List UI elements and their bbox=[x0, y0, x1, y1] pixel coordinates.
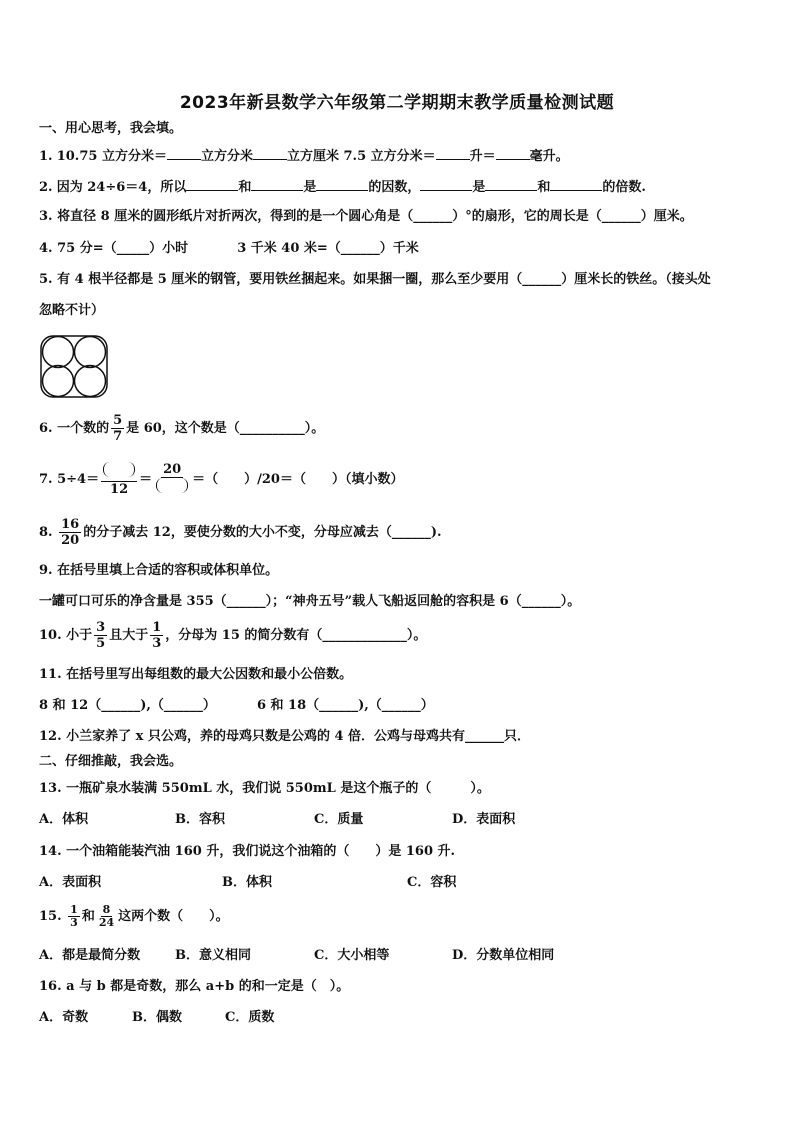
question-8: 8. $\frac{16}{20}$ 的分子减去 12，要使分数的大小不变，分母应减去（______). bbox=[39, 517, 442, 548]
question-15: 15. $\frac{1}{3}$ 和 $\frac{8}{24}$ 这两个数（ ）。 bbox=[39, 903, 229, 929]
fraction: $\frac{5}{7}$ bbox=[113, 413, 123, 444]
option-a[interactable]: A．体积 bbox=[39, 812, 89, 827]
fraction: 20 bbox=[154, 462, 190, 497]
answer-blank[interactable] bbox=[316, 177, 368, 191]
answer-blank[interactable] bbox=[167, 146, 201, 160]
answer-blank[interactable] bbox=[253, 146, 287, 160]
option-c[interactable]: C．容积 bbox=[407, 875, 457, 890]
question-6: 6. 一个数的 $\frac{5}{7}$ 是 60，这个数是（__________）。 bbox=[39, 413, 325, 444]
option-a[interactable]: A．奇数 bbox=[39, 1010, 89, 1025]
answer-blank[interactable] bbox=[485, 177, 537, 191]
answer-blank[interactable] bbox=[251, 177, 303, 191]
option-d[interactable]: D．表面积 bbox=[452, 812, 516, 827]
option-a[interactable]: A．表面积 bbox=[39, 875, 102, 890]
question-1: 1. 10.75 立方分米＝ 立方分米 立方厘米 7.5 立方分米＝ 升＝ 毫升。 bbox=[39, 146, 569, 166]
question-9: 9. 在括号里填上合适的容积或体积单位。 bbox=[39, 563, 279, 578]
option-d[interactable]: D．分数单位相同 bbox=[452, 948, 555, 963]
question-13: 13. 一瓶矿泉水装满 550mL 水，我们说 550mL 是这个瓶子的（ ）。 bbox=[39, 781, 490, 796]
fraction: $\frac{3}{5}$ bbox=[96, 620, 106, 651]
question-7: 7. 5÷4＝ 12 ＝ 20 ＝（ ）/20＝（ ）（填小数） bbox=[39, 462, 404, 497]
answer-box[interactable] bbox=[156, 478, 188, 493]
question-11-line2: 8 和 12（______),（______） 6 和 18（______),（______） bbox=[39, 698, 434, 713]
option-b[interactable]: B．意义相同 bbox=[175, 948, 251, 963]
question-12: 12. 小兰家养了 x 只公鸡，养的母鸡只数是公鸡的 4 倍．公鸡与母鸡共有______只． bbox=[39, 729, 531, 744]
question-11: 11. 在括号里写出每组数的最大公因数和最小公倍数。 bbox=[39, 667, 353, 682]
option-c[interactable]: C．质量 bbox=[314, 812, 364, 827]
question-5-continued: 忽略不计） bbox=[39, 303, 105, 318]
answer-blank[interactable] bbox=[420, 177, 472, 191]
answer-blank[interactable] bbox=[436, 146, 470, 160]
question-9-line2: 一罐可口可乐的净含量是 355（______）；“神舟五号”载人飞船返回舱的容积是 6（______）。 bbox=[39, 594, 581, 609]
fraction: $\frac{1}{3}$ bbox=[152, 620, 162, 651]
question-4: 4. 75 分=（_____）小时 3 千米 40 米=（______）千米 bbox=[39, 241, 419, 256]
option-b[interactable]: B．体积 bbox=[222, 875, 272, 890]
fraction: $\frac{16}{20}$ bbox=[61, 517, 80, 548]
option-b[interactable]: B．偶数 bbox=[132, 1010, 182, 1025]
section-heading-1: 一、用心思考，我会填。 bbox=[39, 121, 183, 136]
answer-box[interactable] bbox=[103, 462, 135, 477]
pipes-bundle-diagram bbox=[40, 335, 110, 399]
question-16: 16. a 与 b 都是奇数，那么 a+b 的和一定是（ ）。 bbox=[39, 979, 350, 994]
option-c[interactable]: C．大小相等 bbox=[314, 948, 390, 963]
fraction: 12 bbox=[101, 462, 137, 497]
question-14: 14. 一个油箱能装汽油 160 升，我们说这个油箱的（ ）是 160 升. bbox=[39, 844, 456, 859]
question-5: 5. 有 4 根半径都是 5 厘米的钢管，要用铁丝捆起来。如果捆一圈，那么至少要用（______）厘米长的铁丝。（接头处 bbox=[39, 272, 711, 287]
answer-blank[interactable] bbox=[550, 177, 602, 191]
answer-blank[interactable] bbox=[496, 146, 530, 160]
question-2: 2. 因为 24÷6＝4，所以 和 是 的因数， 是 和 的倍数. bbox=[39, 177, 646, 197]
answer-blank[interactable] bbox=[186, 177, 238, 191]
question-3: 3. 将直径 8 厘米的圆形纸片对折两次，得到的是一个圆心角是（______）°的扇形，它的周长是（______）厘米。 bbox=[39, 209, 693, 224]
option-a[interactable]: A．都是最简分数 bbox=[39, 948, 141, 963]
fraction: $\frac{8}{24}$ bbox=[98, 903, 115, 929]
option-c[interactable]: C．质数 bbox=[225, 1010, 275, 1025]
option-b[interactable]: B．容积 bbox=[175, 812, 225, 827]
page-title: 2023年新县数学六年级第二学期期末教学质量检测试题 bbox=[179, 93, 615, 113]
section-heading-2: 二、仔细推敲，我会选。 bbox=[39, 754, 183, 769]
question-10: 10. 小于 $\frac{3}{5}$ 且大于 $\frac{1}{3}$ ，分母为 15 的简分数有（_____________）。 bbox=[39, 620, 427, 651]
fraction: $\frac{1}{3}$ bbox=[70, 903, 78, 929]
